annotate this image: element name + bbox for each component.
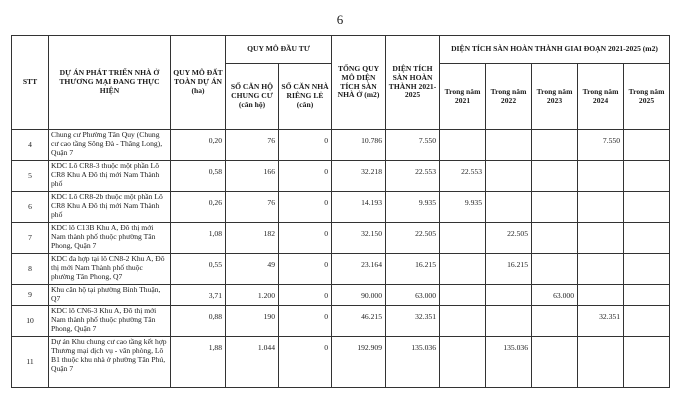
row-year-2022 xyxy=(486,192,532,223)
row-completed: 135.036 xyxy=(386,337,440,388)
row-year-2021: 22.553 xyxy=(440,161,486,192)
row-project-name: KDC đa hợp tại lô CN8-2 Khu A, Đô thị mới Nam Thành phố thuộc phường Tân Phong, Q7 xyxy=(49,254,171,285)
row-stt: 8 xyxy=(12,254,49,285)
row-year-2025 xyxy=(624,306,670,337)
col-investment-scale: QUY MÔ ĐẦU TƯ xyxy=(226,36,332,64)
row-completed: 32.351 xyxy=(386,306,440,337)
row-year-2022: 22.505 xyxy=(486,223,532,254)
row-stt: 6 xyxy=(12,192,49,223)
row-houses: 0 xyxy=(279,306,332,337)
row-year-2023 xyxy=(532,192,578,223)
row-year-2025 xyxy=(624,337,670,388)
row-year-2024 xyxy=(578,223,624,254)
page-number: 6 xyxy=(336,12,344,27)
col-apartments: SỐ CĂN HỘ CHUNG CƯ (căn hộ) xyxy=(226,64,279,130)
row-year-2025 xyxy=(624,130,670,161)
row-completed: 22.505 xyxy=(386,223,440,254)
row-year-2021 xyxy=(440,285,486,306)
col-phase-group: DIỆN TÍCH SÀN HOÀN THÀNH GIAI ĐOẠN 2021-2025 (m2) xyxy=(440,36,670,64)
row-apartments: 76 xyxy=(226,192,279,223)
row-year-2024 xyxy=(578,337,624,388)
row-year-2022: 135.036 xyxy=(486,337,532,388)
table-row xyxy=(12,254,670,285)
row-year-2024 xyxy=(578,254,624,285)
row-houses: 0 xyxy=(279,223,332,254)
housing-projects-table xyxy=(11,35,670,388)
row-houses: 0 xyxy=(279,285,332,306)
row-completed: 16.215 xyxy=(386,254,440,285)
col-year-2021: Trong năm 2021 xyxy=(440,64,486,130)
row-year-2021: 9.935 xyxy=(440,192,486,223)
row-year-2021 xyxy=(440,223,486,254)
row-stt: 7 xyxy=(12,223,49,254)
table-row xyxy=(12,306,670,337)
row-apartments: 166 xyxy=(226,161,279,192)
row-total-floor: 23.164 xyxy=(332,254,386,285)
row-apartments: 1.200 xyxy=(226,285,279,306)
row-land-scale: 0,88 xyxy=(171,306,226,337)
row-year-2022 xyxy=(486,161,532,192)
row-land-scale: 0,58 xyxy=(171,161,226,192)
row-year-2025 xyxy=(624,192,670,223)
table-body xyxy=(12,130,670,388)
col-total-floor: TỔNG QUY MÔ DIỆN TÍCH SÀN NHÀ Ở (m2) xyxy=(332,36,386,130)
row-land-scale: 0,20 xyxy=(171,130,226,161)
row-year-2023 xyxy=(532,337,578,388)
row-land-scale: 0,26 xyxy=(171,192,226,223)
row-land-scale: 0,55 xyxy=(171,254,226,285)
row-apartments: 1.044 xyxy=(226,337,279,388)
row-houses: 0 xyxy=(279,130,332,161)
row-project-name: Dự án Khu chung cư cao tầng kết hợp Thương mại dịch vụ - văn phòng, Lô B1 thuộc khu nhà ở phường Tân Phú, Quận 7 xyxy=(49,337,171,388)
row-houses: 0 xyxy=(279,337,332,388)
row-project-name: Chung cư Phường Tân Quy (Chung cư cao tầng Sông Đà - Thăng Long), Quận 7 xyxy=(49,130,171,161)
row-year-2025 xyxy=(624,254,670,285)
row-total-floor: 90.000 xyxy=(332,285,386,306)
row-year-2022: 16.215 xyxy=(486,254,532,285)
row-project-name: KDC lô CN6-3 Khu A, Đô thị mới Nam thành phố thuộc phường Tân Phong, Quận 7 xyxy=(49,306,171,337)
table-row xyxy=(12,223,670,254)
row-apartments: 182 xyxy=(226,223,279,254)
row-project-name: KDC Lô CR8-2b thuộc một phần Lô CR8 Khu A Đô thị mới Nam Thành phố xyxy=(49,192,171,223)
table-row xyxy=(12,161,670,192)
row-houses: 0 xyxy=(279,192,332,223)
col-year-2024: Trong năm 2024 xyxy=(578,64,624,130)
row-year-2023 xyxy=(532,254,578,285)
col-year-2022: Trong năm 2022 xyxy=(486,64,532,130)
row-land-scale: 1,88 xyxy=(171,337,226,388)
row-stt: 11 xyxy=(12,337,49,388)
row-land-scale: 1,08 xyxy=(171,223,226,254)
row-total-floor: 10.786 xyxy=(332,130,386,161)
row-year-2023 xyxy=(532,161,578,192)
row-year-2021 xyxy=(440,337,486,388)
row-year-2024: 32.351 xyxy=(578,306,624,337)
row-total-floor: 46.215 xyxy=(332,306,386,337)
col-project: DỰ ÁN PHÁT TRIỂN NHÀ Ở THƯƠNG MẠI ĐANG THỰC HIỆN xyxy=(49,36,171,130)
row-total-floor: 32.150 xyxy=(332,223,386,254)
row-year-2025 xyxy=(624,285,670,306)
table-row xyxy=(12,285,670,306)
col-stt: STT xyxy=(12,36,49,130)
row-land-scale: 3,71 xyxy=(171,285,226,306)
row-stt: 4 xyxy=(12,130,49,161)
row-apartments: 190 xyxy=(226,306,279,337)
table-row xyxy=(12,192,670,223)
row-year-2023 xyxy=(532,306,578,337)
row-year-2024 xyxy=(578,192,624,223)
row-year-2024 xyxy=(578,161,624,192)
row-project-name: Khu căn hộ tại phường Bình Thuận, Q7 xyxy=(49,285,171,306)
table-row xyxy=(12,337,670,388)
col-year-2023: Trong năm 2023 xyxy=(532,64,578,130)
row-total-floor: 192.909 xyxy=(332,337,386,388)
row-completed: 63.000 xyxy=(386,285,440,306)
row-apartments: 76 xyxy=(226,130,279,161)
col-land-scale: QUY MÔ ĐẤT TOÀN DỰ ÁN (ha) xyxy=(171,36,226,130)
row-project-name: KDC lô C13B Khu A, Đô thị mới Nam thành phố thuộc phường Tân Phong, Quận 7 xyxy=(49,223,171,254)
row-year-2024: 7.550 xyxy=(578,130,624,161)
row-stt: 9 xyxy=(12,285,49,306)
row-stt: 10 xyxy=(12,306,49,337)
row-houses: 0 xyxy=(279,161,332,192)
row-apartments: 49 xyxy=(226,254,279,285)
row-stt: 5 xyxy=(12,161,49,192)
row-houses: 0 xyxy=(279,254,332,285)
row-completed: 22.553 xyxy=(386,161,440,192)
row-year-2021 xyxy=(440,130,486,161)
row-year-2022 xyxy=(486,285,532,306)
row-project-name: KDC Lô CR8-3 thuộc một phần Lô CR8 Khu A Đô thị mới Nam Thành phố xyxy=(49,161,171,192)
row-year-2025 xyxy=(624,161,670,192)
row-year-2022 xyxy=(486,306,532,337)
col-completed: DIỆN TÍCH SÀN HOÀN THÀNH 2021-2025 xyxy=(386,36,440,130)
row-completed: 9.935 xyxy=(386,192,440,223)
row-year-2021 xyxy=(440,306,486,337)
col-year-2025: Trong năm 2025 xyxy=(624,64,670,130)
table-row xyxy=(12,130,670,161)
row-year-2021 xyxy=(440,254,486,285)
row-total-floor: 14.193 xyxy=(332,192,386,223)
row-year-2023 xyxy=(532,130,578,161)
col-houses: SỐ CĂN NHÀ RIÊNG LẺ (căn) xyxy=(279,64,332,130)
row-completed: 7.550 xyxy=(386,130,440,161)
row-year-2025 xyxy=(624,223,670,254)
row-year-2023 xyxy=(532,223,578,254)
row-year-2023: 63.000 xyxy=(532,285,578,306)
row-year-2024 xyxy=(578,285,624,306)
row-year-2022 xyxy=(486,130,532,161)
row-total-floor: 32.218 xyxy=(332,161,386,192)
